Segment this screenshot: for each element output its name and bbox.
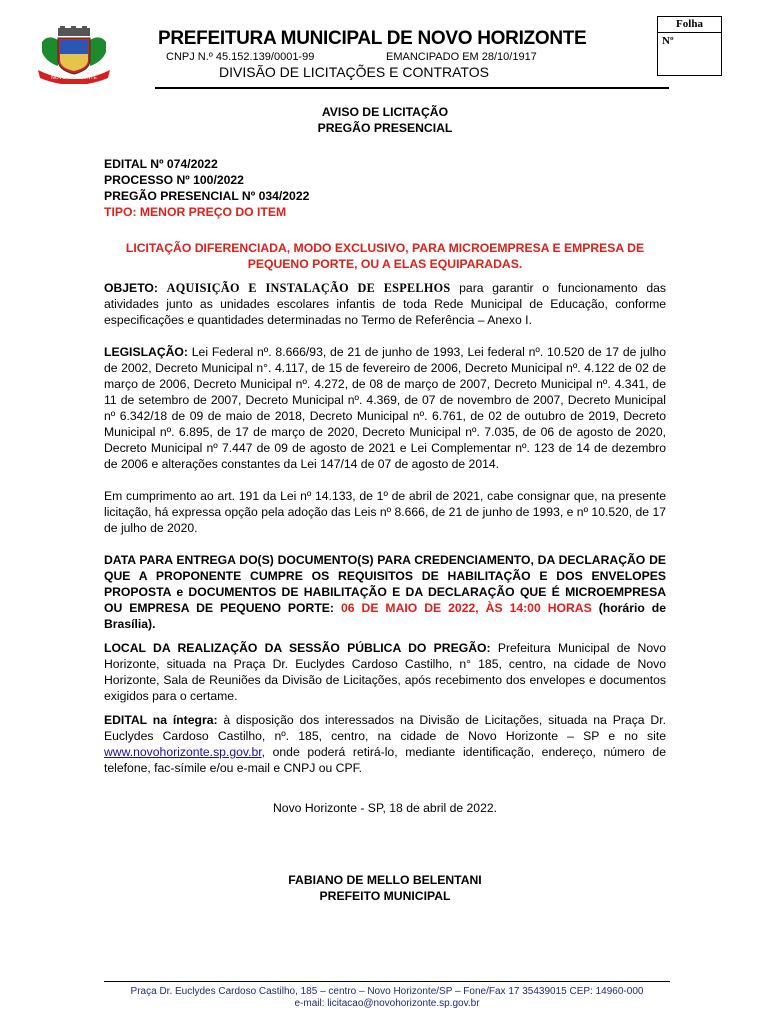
local-label: LOCAL DA REALIZAÇÃO DA SESSÃO PÚBLICA DO PREGÃO: [104, 641, 491, 655]
edital-integra-text1: à disposição dos interessados na Divisão de Licitações, situada na Praça Dr. Euclydes Cardoso Castilho, nº. 185, centro, na cidade de Novo Horizonte – SP e no site [104, 713, 667, 743]
folha-number-label: Nº [662, 35, 674, 47]
edital-integra-text2: , onde poderá retirá-lo, mediante identificação, endereço, número de telefone, fac-símile e/ou e-mail e CNPJ ou CPF. [104, 745, 666, 775]
legislacao-label: LEGISLAÇÃO: [104, 345, 188, 359]
cumprimento-paragraph: Em cumprimento ao art. 191 da Lei nº 14.133, de 1º de abril de 2021, cabe consignar que, na presente licitação, há expressa opção pela adoção das Leis nº 8.666, de 21 de junho de 1993, e nº 10.520, de 17 de julho de 2020. [104, 489, 666, 535]
footer-email: e-mail: licitacao@novohorizonte.sp.gov.br [294, 998, 480, 1009]
tipo-ref: TIPO: MENOR PREÇO DO ITEM [104, 205, 287, 219]
edital-integra-paragraph [104, 712, 666, 776]
notice-body [104, 104, 666, 904]
processo-ref: PROCESSO Nº 100/2022 [104, 173, 244, 187]
footer-address: Praça Dr. Euclydes Cardoso Castilho, 185 – centro – Novo Horizonte/SP – Fone/Fax 17 35439015 CEP: 14960-000 [130, 986, 644, 997]
diferenciada-notice: LICITAÇÃO DIFERENCIADA, MODO EXCLUSIVO, PARA MICROEMPRESA E EMPRESA DE PEQUENO PORTE, OU A ELAS EQUIPARADAS. [125, 241, 645, 271]
objeto-label: OBJETO: [104, 281, 158, 295]
data-entrega-paragraph [104, 552, 666, 632]
folha-box [657, 16, 722, 76]
page-title: PREFEITURA MUNICIPAL DE NOVO HORIZONTE [158, 28, 587, 49]
data-entrega-tz: (horário de Brasília). [104, 601, 666, 631]
notice-title-2: PREGÃO PRESENCIAL [317, 121, 453, 135]
local-paragraph [104, 640, 666, 704]
legislacao-paragraph [104, 344, 666, 472]
municipal-coat-of-arms-icon [36, 26, 112, 84]
folha-label: Folha [658, 17, 721, 33]
division-name: DIVISÃO DE LICITAÇÕES E CONTRATOS [219, 64, 489, 80]
footer [104, 986, 670, 1010]
cnpj-text: CNPJ N.º 45.152.139/0001-99 [166, 51, 315, 63]
dateline: Novo Horizonte - SP, 18 de abril de 2022. [272, 801, 498, 815]
data-entrega-when: 06 DE MAIO DE 2022, ÀS 14:00 HORAS [333, 601, 592, 615]
edital-integra-label: EDITAL na íntegra: [104, 713, 218, 727]
svg-text:NOVO HORIZONTE: NOVO HORIZONTE [51, 75, 97, 81]
notice-title-1: AVISO DE LICITAÇÃO [321, 105, 449, 119]
local-text: Prefeitura Municipal de Novo Horizonte, situada na Praça Dr. Euclydes Cardoso Castilho, n° 185, centro, na cidade de Novo Horizonte, Sala de Reuniões da Divisão de Licitações, após recebimento dos envelopes e documentos exigidos para o certame. [104, 641, 666, 703]
edital-ref: EDITAL Nº 074/2022 [104, 157, 218, 171]
objeto-subject: AQUISIÇÃO E INSTALAÇÃO DE ESPELHOS [166, 281, 451, 295]
header-divider [155, 87, 669, 89]
pregao-ref: PREGÃO PRESENCIAL Nº 034/2022 [104, 189, 310, 203]
data-entrega-text: DATA PARA ENTREGA DO(S) DOCUMENTO(S) PARA CREDENCIAMENTO, DA DECLARAÇÃO DE QUE A PROPONENTE CUMPRE OS REQUISITOS DE HABILITAÇÃO E DOS ENVELOPES PROPOSTA e DOCUMENTOS DE HABILITAÇÃO E DA DECLARAÇÃO QUE É MICROEMPRESA OU EMPRESA DE PEQUENO PORTE: [104, 553, 666, 615]
legislacao-text: Lei Federal nº. 8.666/93, de 21 de junho de 1993, Lei federal nº. 10.520 de 17 de julho de 2002, Decreto Municipal n°. 4.117, de 15 de fevereiro de 2006, Decreto Municipal nº. 4.122 de 02 de março de 2006, Decreto Municipal nº. 4.272, de 08 de março de 2007, Decreto Municipal nº. 4.341, de 11 de setembro de 2007, Decreto Municipal nº. 4.369, de 07 de novembro de 2007, Decreto Municipal nº 6.342/18 de 09 de maio de 2018, Decreto Municipal nº. 6.761, de 02 de outubro de 2019, Decreto Municipal nº. 6.895, de 17 de março de 2020, Decreto Municipal nº. 7.035, de 06 de agosto de 2020, Decreto Municipal nº 7.447 de 09 de agosto de 2021 e Lei Complementar nº. 123 de 14 de dezembro de 2006 e alterações constantes da Lei 147/14 de 07 de agosto de 2014. [104, 345, 666, 471]
emancipation-text: EMANCIPADO EM 28/10/1917 [386, 51, 537, 63]
signatory-role: PREFEITO MUNICIPAL [319, 889, 451, 903]
signatory-name: FABIANO DE MELLO BELENTANI [288, 873, 482, 887]
objeto-text: para garantir o funcionamento das atividades junto as unidades escolares infantis de toda Rede Municipal de Educação, conforme especificações e quantidades determinadas no Termo de Referência – Anexo I. [104, 281, 666, 327]
objeto-paragraph [104, 280, 666, 328]
website-link[interactable]: www.novohorizonte.sp.gov.br [104, 745, 262, 759]
letterhead [0, 0, 770, 95]
footer-divider [104, 981, 670, 982]
